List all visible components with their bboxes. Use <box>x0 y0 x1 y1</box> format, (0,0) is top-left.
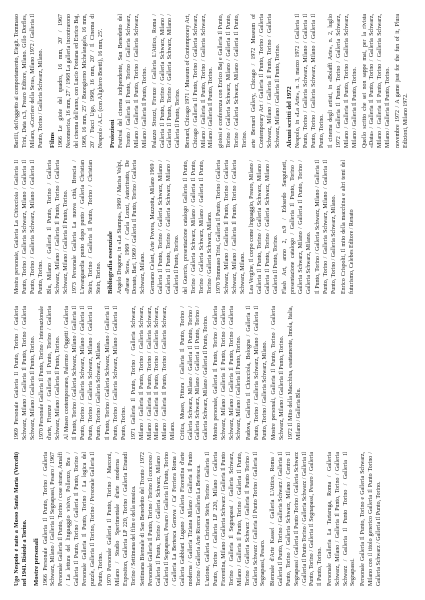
paragraph: 1966 Personale Galleria Il Punto, Torino / Galleria Schwarz, Milano / Galleria Il Segnapassi, Pesaro / 1967 Personale Galleria Il Punto, Torino / cose strane, Amalfi / La lettura del linguaggio visivo, Pollenzo, Bra / Galleria Il Punto, Torino / Galleria Il Punto, Torino / Personale Galleria Il Punto, Torino / La logica del puzzle, Galleria Il Torino, Torino / Personale Galleria Il Punto, Torino. <box>42 452 104 586</box>
paragraph: Mostre personali, Galleria Il Punto, Torino / Galleria Schwarz, Milano / Galleria Il Punto, Torino. <box>271 306 285 440</box>
section-heading-films: Films <box>48 132 56 148</box>
section-heading-proiezioni: Proiezioni <box>108 119 116 148</box>
paragraph: Al Museo contemporaneo, Palermo / Oggetti / Galleria Il Punto, Torino / Galleria Schwarz, Milano / Galleria Il Punto, Torino / Galleria Schwarz, Milano / Galleria Il Punto, Torino / Galleria Schwarz, Milano / Galleria Il Punto, Torino / Galleria Schwarz, Milano. <box>64 306 103 440</box>
paragraph: Lea Vergine, Il corpo come linguaggio, Prearo, Milano / Galleria Il Punto, Torino / Galleria Schwarz, Milano / Galleria Il Punto, Torino / Galleria Schwarz, Milano / Galleria Il Punto, Torino. <box>249 160 279 294</box>
paragraph: Biennale d'Arte Kassel / Galleria L'Attico, Roma / Galleria Il Punto, Torino / Galleria Schwarz / Galleria Il Punto, Torino / Galleria Schwarz, Milano / Centro Il Segnapassi / Galleria Il Punto Torino / Galleria Schwarz / Galleria Il Punto Torino / Galleria Schwarz / Galleria Il Punto, Torino / Galleria Il Segnapassi, Pesaro / Galleria Il Punto, Torino. <box>269 452 324 586</box>
paragraph: Il Punto, Torino / Galleria Schwarz, Milano / Galleria Il Punto, Torino / Galleria Schwarz, Milano / Galleria Il Punto, Torino. <box>105 306 128 440</box>
paragraph: 1966 Le gioie del quadro, 16 mm, 20' / 1967 Neonmerica, 16 mm, 27' / 1968 La galleria incontrarono del cinema dell'anno, con Lucio Fontana ed Enrico Baj, 1968, 16 mm, 25' / Buongiorno Michelangelo, 16 mm, 20' / Tucci Ugo, 1968, 16 mm, 20' / Il Cinema di Nespolo / A.C. (con Alighiero Boetti), 16 mm, 25'. <box>58 14 104 148</box>
paragraph: Il cinema degli artisti, in «Bolaffi Arte», n. 2, luglio 1972 / Galleria Il Punto, Torino / Galleria Schwarz, Milano / Galleria Il Punto, Torino / Galleria Schwarz, Milano / Galleria Il Punto, Torino. <box>328 14 359 148</box>
paragraph: 1970 Personale Galleria Il Punto, Torino / Internazionale d'arte, Firenze / Galleria Il Punto, Torino / Galleria Schwarz, Milano / Galleria Il Punto, Torino. <box>39 306 62 440</box>
paragraph: Personale Galleria La Tartaruga, Roma / Galleria Schwarz, Milano / Galleria Il Punto, Torino / Galleria Schwarz / Galleria Il Punto Torino / Galleria Il Segnapassi. <box>326 452 357 586</box>
paragraph: del Guercio, presentazione catalogo Galleria Il Punto, Torino / Galleria Schwarz, Milano / Galleria Il Punto, Torino / Galleria Schwarz, Milano / Galleria Il Punto, Torino / Galleria Schwarz, Milano. <box>182 160 213 294</box>
paragraph: Enrico Crispolti, Il mito della macchina e altri temi del futurismo, Celebes Editore / Renato <box>340 160 355 294</box>
paragraph: Flash Art, anno 2, n.9 / Edoardo Sanguineti, presentazione catalogo / Galleria Il Punto, Torino / Galleria Schwarz, Milano / Galleria Il Punto, Torino / Galleria Schwarz, Milano. <box>282 160 313 294</box>
paragraph: Barilli, dell'oggetto al comportamento, Elegit. Tommaso Trini, Data n.3, Prearo Editore, Milano. Gillo Dorfles, Milano, «Corriere della Sera», Milano 1972 / Galleria Il Punto, Torino / Galleria Schwarz, Milano. <box>14 14 44 148</box>
paragraph: Il Punto, Torino / Galleria Schwarz, Milano / Galleria Il Punto, Torino / Galleria Schwarz, Milano / Galleria Il Punto, Torino / Galleria Schwarz, Milano. <box>315 160 338 294</box>
paragraph: 1970 Tommaso Trini, Galleria Il Punto, Torino / Galleria Schwarz, Milano / Galleria Il Punto, Torino / Galleria Schwarz, Milano / Galleria Il Punto, Torino / Galleria Schwarz, Milano. <box>216 160 246 294</box>
section-heading-mostre: Mostre personali <box>32 538 40 586</box>
paragraph: Palazzo Strozzi, Firenze / Galleria L'Attico, Roma / Galleria Il Punto, Torino / Galleria Schwarz, Milano / Galleria Il Punto, Torino / Galleria Schwarz, Milano / Galleria Il Punto, Torino. <box>151 14 182 148</box>
paragraph: 1970 Personale Galleria Il Punto, Torino / Marconi, Milano / Studio Sperimentale d'arte moderna / Expositon, Galleria LP 220, Torino / Galleria Einaudi Torino / Settimana del film e della musica. <box>107 452 137 586</box>
paragraph: 1969 Personale Galleria Il Punto, Torino / Galleria Schwarz, Milano / Galleria Il Punto, Torino / Galleria Schwarz, Milano / Galleria Il Punto, Torino. <box>14 306 36 440</box>
paragraph: Critica, Museo, Pittura / Galleria Il Punto, Torino / Galleria Schwarz, Milano / Galleria Il Punto, Torino / Galleria Schwarz, Milano / Galleria Il Punto, Torino / Galleria Schwarz, Milano / Galleria Il Punto, Torino. <box>179 306 210 440</box>
paragraph: Padova, Galleria Il Chiocciola, Bologna / Galleria Il Punto, Torino / Galleria Schwarz, Milano / Galleria Il Punto, Torino / Galleria Schwarz, Milano. <box>245 306 268 440</box>
paragraph: Mostra personale, Galleria Il Punto, Torino / Galleria Schwarz, Milano / Galleria Il Punto, Torino / Galleria Schwarz, Milano / Galleria Il Punto, Torino / Galleria Schwarz, Milano / Galleria Il Punto, Torino. <box>212 306 243 440</box>
paragraph: gioiosi e conferenza con Enrico Baj e Galleria Il Punto, Torino / Galleria Schwarz, Milano / Galleria Il Punto, Torino / Galleria Schwarz, Milano / Galleria Il Punto, Torino. <box>217 14 248 148</box>
paragraph: Blu, Milano / Galleria Il Punto, Torino / Galleria Schwarz, Milano / Galleria Il Punto, Torino / Galleria Schwarz, Milano / Galleria Il Punto, Torino. <box>47 160 69 294</box>
paragraph: Quello scritto che sei non sappe mai, per la rivista «Data» / Galleria Il Punto, Torino / Galleria Schwarz, Milano / Galleria Il Punto, Torino / Galleria Schwarz, Milano / Galleria Il Punto, Torino. <box>361 14 392 148</box>
section-heading-bibliografia: Bibliografia essenziale <box>106 231 114 294</box>
paragraph: novembre 1972 / A game just for the fun of it, Plura Edizioni, Milano 1972. <box>394 14 409 148</box>
paragraph: Germano Celant, Arte Povera, Mazzotta, Milano 1969 / Galleria Il Punto, Torino / Galleria Schwarz, Milano / Galleria Il Punto, Torino / Galleria Schwarz, Milano / Galleria Il Punto, Torino. <box>149 160 180 294</box>
paragraph: 1973 Personale Galleria La nuova città, Brescia / L'avanguardia punto dopo punto / Galleria Christian Stein, Torino / Galleria Il Punto, Torino / Christian Stein, Torino. <box>72 160 103 294</box>
paragraph: Nespolo, in «La Arte», n. 3, marzo 1972 / Galleria Il Punto, Torino / Galleria Schwarz, Milano / Galleria Il Punto, Torino / Galleria Schwarz, Milano / Galleria Il Punto, Torino. <box>295 14 326 148</box>
paragraph: arte Bernard Gallery, Chicago / 1972 Museum of Contemporary Art / Galleria Il Punto, Torino / Galleria Schwarz, Milano / Galleria Il Punto, Torino / Galleria Schwarz, Milano / Galleria Il Punto, Torino. <box>250 14 281 148</box>
paragraph: 1972 Il Mito della Macchina, esattamente, Imola, Italia, Milano / Galleria Blu. <box>288 306 303 440</box>
column-2 <box>14 306 411 440</box>
paragraph: Bernard, Chicago 1971 / Museum of Contemporary Art, Chicago / Galleria Il Punto, Torino / Galleria Schwarz, Milano / Galleria Il Punto, Torino / Galleria Schwarz, Milano / Galleria Il Punto, Torino. <box>184 14 215 148</box>
section-heading-scritti: Alcuni scritti del 1972 <box>285 86 293 148</box>
column-3 <box>14 160 411 294</box>
paragraph: L'azione, Galleria Christian Stein, Torino / Galleria Il Punto, Torino / Galleria LP 220, Milano / Galleria Fiorentina, Milano / Galleria Schwarz / Galleria Il Punto Torino / Galleria Il Segnapassi / Galleria Schwarz, Milano / Galleria Il Punto, Torino / Galleria Il Punto, Torino / Galleria Schwarz / Galleria Il Punto Torino / Galleria Schwarz / Galleria Il Punto Torino / Galleria Il Segnapassi, Pesaro. <box>205 452 267 586</box>
paragraph: Personale Galleria Il Punto, Torino e Galleria Schwarz, Milano con il titolo generico Galleria Il Punto Torino / Galleria Schwarz / Galleria Il Punto, Torino. <box>359 452 382 586</box>
text-columns <box>14 14 411 586</box>
column-1 <box>14 452 411 586</box>
column-4 <box>14 14 411 148</box>
paragraph: Settimana Biennale di San Benedetto del Tronto / 1972 Personale Galleria Il Punto, Torino / Torino Il concorso / Galleria Il Punto, Torino / Galleria Schwarz, Milano / Galleria Il Segnapassi, Pesaro / Galleria Il Punto, Torino / Galleria La Bertesca Genova / Ca' Ferriera Roma / Galleria Gabbiani Lugano / Galleria Fiorentina d'arte moderna / Galleria Tiziana Milano / Galleria Il Punto Torino / Galleria Arte Ricerca Galleria La Bertesca. <box>140 452 202 586</box>
paragraph: Festival del cinema indipendente, San Benedetto del Tronto / Galleria Il Punto, Torino / Galleria Schwarz, Milano / Galleria Il Punto, Torino / Galleria Schwarz, Milano / Galleria Il Punto, Torino. <box>118 14 149 148</box>
biography-lead: Ugo Nespolo è nato a Mosso Santa Maria (Vercelli) nel 1941. Risiede a Torino. <box>14 452 28 586</box>
paragraph: 1971 Galleria Il Punto, Torino / Galleria Schwarz, Milano / Galleria Il Punto, Torino / Galleria Schwarz, Milano / Galleria Il Punto, Torino / Galleria Schwarz, Milano / Galleria Il Punto, Torino / Galleria Schwarz, Milano / Galleria Il Punto, Torino / Galleria Schwarz, Milano. <box>130 306 177 440</box>
paragraph: Angelo Dragone, in «La Stampa», 1969 / Marisa Volpi, «Paese Sera», 1969 / Carla Lonzi, Autoritratto, De Donato, Bari, 1969 / Galleria Il Punto, Torino / Galleria Schwarz, Milano. <box>116 160 147 294</box>
paragraph: Mostra personale, Galleria La Chiocciola / Galleria Il Punto, Torino / Galleria Schwarz, Milano / Galleria Il Punto, Torino / Galleria Schwarz, Milano / Galleria Il Punto, Torino. <box>14 160 44 294</box>
